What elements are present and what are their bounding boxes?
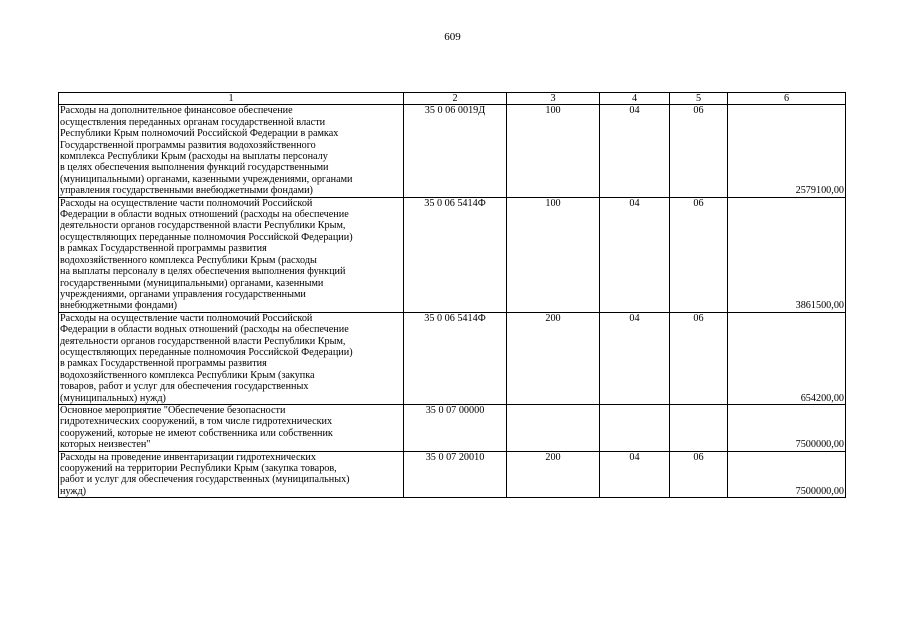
header-col-5: 5 <box>670 93 728 105</box>
row-expense-type: 200 <box>507 312 600 404</box>
row-target-article: 35 0 06 5414Ф <box>404 312 507 404</box>
header-col-6: 6 <box>728 93 846 105</box>
header-col-4: 4 <box>600 93 670 105</box>
header-col-2: 2 <box>404 93 507 105</box>
row-expense-type: 200 <box>507 451 600 498</box>
table-row <box>59 105 846 197</box>
header-row <box>59 93 846 105</box>
row-subsection: 06 <box>670 197 728 312</box>
table-body <box>59 105 846 498</box>
row-target-article: 35 0 06 0019Д <box>404 105 507 197</box>
row-section: 04 <box>600 312 670 404</box>
row-section: 04 <box>600 105 670 197</box>
row-subsection: 06 <box>670 312 728 404</box>
row-amount: 654200,00 <box>728 312 846 404</box>
table-header <box>59 93 846 105</box>
table-row <box>59 312 846 404</box>
budget-table <box>58 92 846 498</box>
row-description: Расходы на дополнительное финансовое обеспечение осуществления переданных органам государственной власти Республики Крым полномочий Российской Федерации в рамках Государственной программы развития водохозяйственного комплекса Республики Крым (расходы на выплаты персоналу в целях обеспечения выполнения функций государственными (муниципальными) органами, казенными учреждениями, органами управления государственными внебюджетными фондами) <box>59 105 404 197</box>
table-row <box>59 197 846 312</box>
row-subsection: 06 <box>670 451 728 498</box>
row-expense-type: 100 <box>507 197 600 312</box>
row-section: 04 <box>600 197 670 312</box>
row-amount: 7500000,00 <box>728 451 846 498</box>
row-expense-type: 100 <box>507 105 600 197</box>
row-amount: 2579100,00 <box>728 105 846 197</box>
row-description: Расходы на проведение инвентаризации гидротехнических сооружений на территории Республики Крым (закупка товаров, работ и услуг для обеспечения государственных (муниципальных) нужд) <box>59 451 404 498</box>
table-row <box>59 404 846 451</box>
row-subsection: 06 <box>670 105 728 197</box>
row-amount: 3861500,00 <box>728 197 846 312</box>
row-subsection <box>670 404 728 451</box>
header-col-1: 1 <box>59 93 404 105</box>
page-number: 609 <box>444 31 461 43</box>
row-expense-type <box>507 404 600 451</box>
row-target-article: 35 0 06 5414Ф <box>404 197 507 312</box>
row-target-article: 35 0 07 20010 <box>404 451 507 498</box>
table-row <box>59 451 846 498</box>
row-description: Расходы на осуществление части полномочий Российской Федерации в области водных отношений (расходы на обеспечение деятельности органов государственной власти Республики Крым, осуществляющих переданные полномочия Российской Федерации) в рамках Государственной программы развития водохозяйственного комплекса Республики Крым (закупка товаров, работ и услуг для обеспечения государственных (муниципальных) нужд) <box>59 312 404 404</box>
row-amount: 7500000,00 <box>728 404 846 451</box>
row-section: 04 <box>600 451 670 498</box>
row-description: Основное мероприятие "Обеспечение безопасности гидротехнических сооружений, в том числе гидротехнических сооружений, которые не имеют собственника или собственник которых неизвестен" <box>59 404 404 451</box>
row-target-article: 35 0 07 00000 <box>404 404 507 451</box>
row-section <box>600 404 670 451</box>
row-description: Расходы на осуществление части полномочий Российской Федерации в области водных отношений (расходы на обеспечение деятельности органов государственной власти Республики Крым, осуществляющих переданные полномочия Российской Федерации) в рамках Государственной программы развития водохозяйственного комплекса Республики Крым (расходы на выплаты персоналу в целях обеспечения выполнения функций государственными (муниципальными) органами, казенными учреждениями, органами управления государственными внебюджетными фондами) <box>59 197 404 312</box>
header-col-3: 3 <box>507 93 600 105</box>
